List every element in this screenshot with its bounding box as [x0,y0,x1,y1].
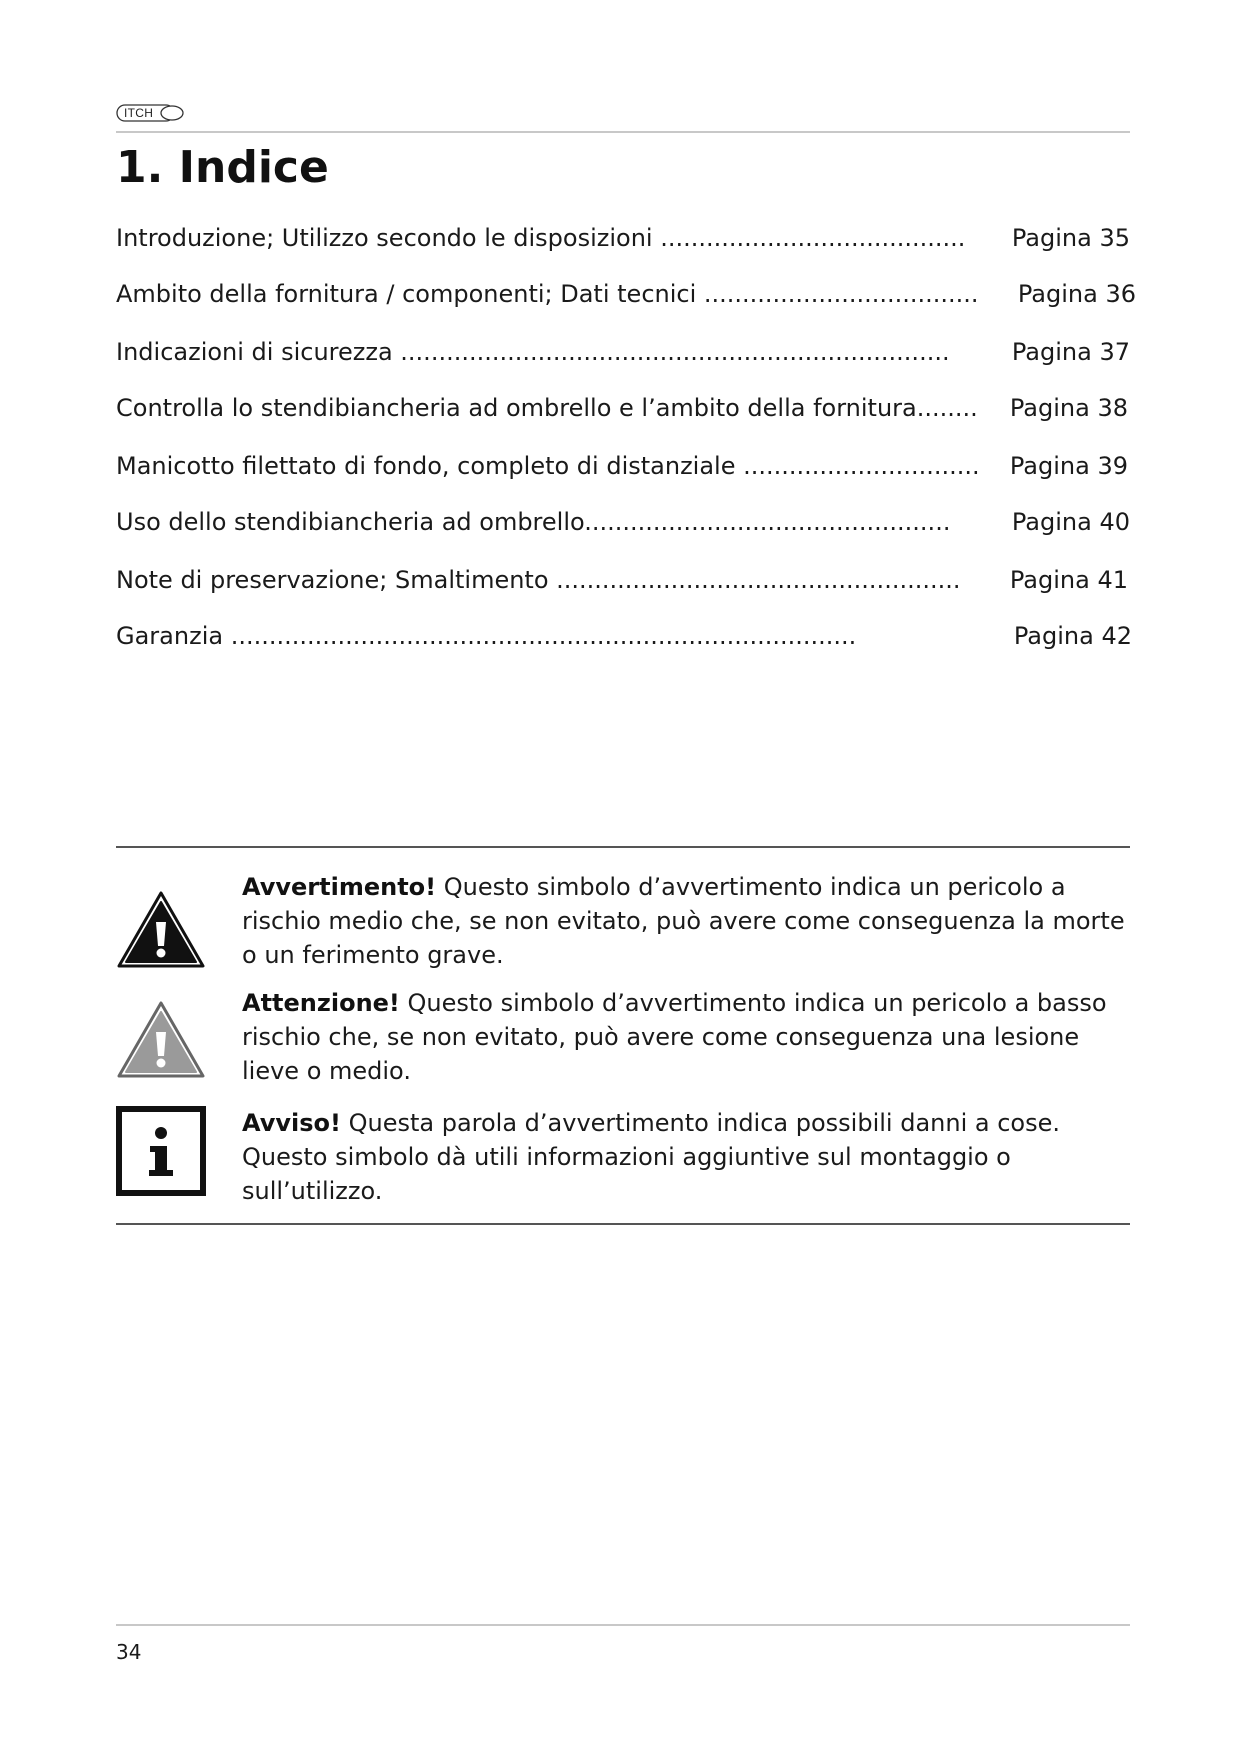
toc-entry[interactable] [116,218,1136,258]
page-number: 34 [116,1640,142,1664]
toc-entry-page: Pagina 40 [1011,508,1130,536]
toc-entry[interactable] [116,332,1136,372]
page-title: 1. Indice [116,142,329,193]
info-icon [116,1106,206,1196]
note-label: Attenzione! [242,989,400,1017]
toc-entry-page: Pagina 36 [1017,280,1136,308]
toc-entry-page: Pagina 42 [1013,622,1132,650]
note-warning [116,870,1130,980]
note-label: Avvertimento! [242,873,437,901]
toc-entry-page: Pagina 39 [1009,452,1128,480]
toc-entry-title: Controlla lo stendibiancheria ad ombrello e l’ambito della fornitura........ [116,394,978,422]
toc-entry[interactable] [116,560,1136,600]
toc-entry-title: Manicotto filettato di fondo, completo di distanziale ............................... [116,452,980,480]
toc-entry-title: Uso dello stendibiancheria ad ombrello................................................ [116,508,951,536]
note-label: Avviso! [242,1109,341,1137]
note-text [242,1106,1130,1208]
toc-entry[interactable] [116,388,1136,428]
toc-entry[interactable] [116,446,1136,486]
note-caution [116,986,1130,1096]
toc-entry-title: Garanzia .................................................................................. [116,622,857,650]
note-description: Questo simbolo d’avvertimento indica un pericolo a rischio medio che, se non evitato, può avere come conseguenza la morte o un ferimento grave. [242,873,1125,969]
toc-entry-title: Ambito della fornitura / componenti; Dati tecnici .................................... [116,280,979,308]
caution-triangle-icon [116,1000,206,1080]
language-code: ITCH [124,106,154,120]
footer-divider [116,1624,1130,1626]
toc-entry[interactable] [116,616,1136,656]
note-description: Questa parola d’avvertimento indica possibili danni a cose. Questo simbolo dà utili informazioni aggiuntive sul montaggio o sull’utilizzo. [242,1109,1060,1205]
notes-top-divider [116,846,1130,848]
toc-entry-title: Introduzione; Utilizzo secondo le disposizioni ........................................ [116,224,966,252]
warning-triangle-icon [116,890,206,970]
note-text [242,870,1130,972]
toc-entry-page: Pagina 37 [1011,338,1130,366]
toc-entry[interactable] [116,502,1136,542]
notes-bottom-divider [116,1223,1130,1225]
note-description: Questo simbolo d’avvertimento indica un pericolo a basso rischio che, se non evitato, può avere come conseguenza una lesione lieve o medio. [242,989,1107,1085]
toc-entry-page: Pagina 38 [1009,394,1128,422]
toc-entry[interactable] [116,274,1136,314]
note-text [242,986,1130,1088]
header-divider [116,131,1130,133]
toc-entry-title: Indicazioni di sicurezza ........................................................................ [116,338,950,366]
toc-entry-page: Pagina 41 [1009,566,1128,594]
note-info [116,1106,1130,1216]
toc-entry-title: Note di preservazione; Smaltimento ..................................................... [116,566,961,594]
toc-entry-page: Pagina 35 [1011,224,1130,252]
